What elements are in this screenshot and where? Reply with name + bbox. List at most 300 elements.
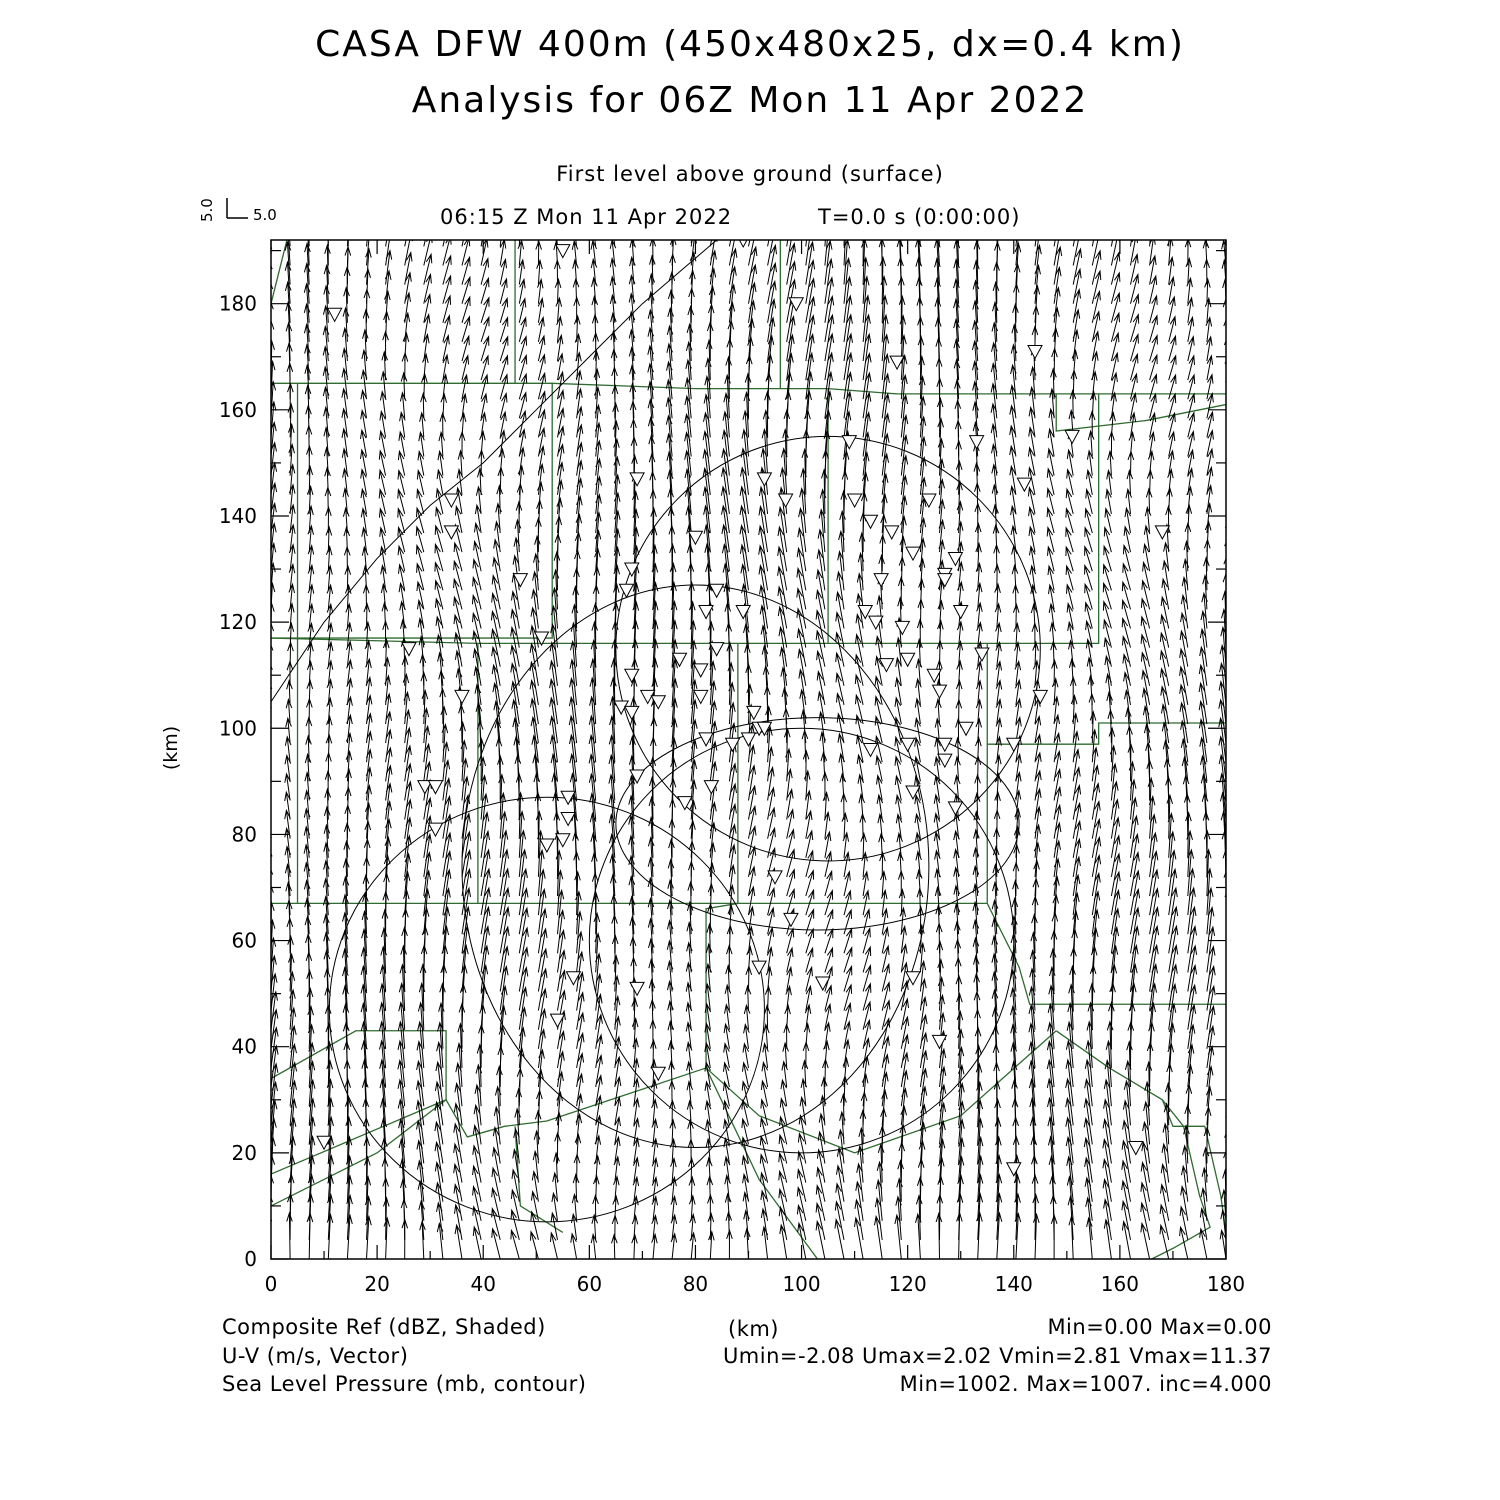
wind-vector bbox=[518, 466, 524, 495]
wind-vector bbox=[267, 866, 273, 896]
wind-vector bbox=[1122, 1222, 1130, 1259]
wind-vector bbox=[417, 1141, 424, 1183]
wind-vector bbox=[816, 1186, 825, 1221]
wind-vector bbox=[768, 209, 776, 246]
wind-vector bbox=[995, 222, 1001, 265]
station-marker bbox=[328, 308, 342, 321]
wind-vector bbox=[729, 267, 736, 304]
wind-vector bbox=[729, 213, 737, 246]
wind-vector bbox=[1035, 225, 1042, 265]
wind-vector bbox=[538, 1070, 544, 1106]
wind-vector bbox=[797, 1188, 806, 1221]
wind-vector bbox=[1090, 712, 1096, 743]
wind-vector bbox=[836, 592, 844, 628]
vector-key-u-label: 5.0 bbox=[253, 206, 277, 224]
title-line-2: Analysis for 06Z Mon 11 Apr 2022 bbox=[411, 80, 1089, 121]
wind-vector bbox=[837, 1166, 845, 1202]
wind-vector bbox=[1051, 369, 1057, 399]
station-marker bbox=[864, 744, 878, 757]
wind-vector bbox=[1226, 1028, 1234, 1068]
wind-vector bbox=[473, 1146, 481, 1183]
station-marker bbox=[556, 245, 570, 258]
wind-vector bbox=[1203, 1148, 1209, 1183]
wind-vector bbox=[577, 993, 585, 1030]
wind-vector bbox=[1161, 615, 1169, 648]
y-tick-label: 60 bbox=[231, 928, 257, 953]
station-marker bbox=[428, 781, 442, 794]
wind-vector bbox=[576, 1114, 582, 1144]
wind-vector bbox=[1073, 786, 1080, 820]
wind-vector bbox=[779, 1189, 787, 1221]
wind-vector bbox=[1226, 1008, 1234, 1049]
wind-vector bbox=[363, 330, 369, 361]
station-marker bbox=[784, 913, 798, 926]
wind-vector bbox=[901, 476, 907, 514]
wind-vector bbox=[1012, 325, 1018, 361]
wind-vector bbox=[496, 504, 502, 533]
wind-vector bbox=[455, 1225, 462, 1259]
y-tick-label: 140 bbox=[218, 503, 257, 528]
wind-vector bbox=[1160, 1205, 1169, 1240]
wind-vector bbox=[538, 482, 544, 514]
wind-vector bbox=[1141, 1163, 1149, 1202]
wind-vector bbox=[267, 642, 273, 667]
legend-field1: Composite Ref (dBZ, Shaded) bbox=[222, 1315, 546, 1339]
wind-vector bbox=[265, 775, 271, 801]
legend-field2-stats: Umin=-2.08 Umax=2.02 Vmin=2.81 Vmax=11.37 bbox=[722, 1344, 1272, 1368]
wind-vector bbox=[1054, 288, 1060, 323]
wind-vector bbox=[749, 211, 757, 246]
wind-vector bbox=[286, 323, 292, 361]
wind-vector bbox=[816, 631, 825, 667]
wind-vector bbox=[801, 710, 807, 743]
wind-vector bbox=[1149, 216, 1155, 247]
wind-vector bbox=[344, 288, 350, 323]
x-tick-label: 80 bbox=[682, 1272, 709, 1296]
station-marker bbox=[933, 685, 947, 698]
wind-vector bbox=[1226, 948, 1233, 992]
x-tick-label: 20 bbox=[364, 1272, 390, 1296]
wind-vector bbox=[1161, 1185, 1169, 1221]
wind-vector bbox=[860, 1110, 866, 1144]
wind-vector bbox=[1141, 1203, 1150, 1240]
wind-vector bbox=[835, 1220, 844, 1259]
station-marker bbox=[1129, 1142, 1143, 1155]
station-marker bbox=[694, 664, 708, 677]
x-tick-label: 0 bbox=[264, 1272, 278, 1296]
wind-vector bbox=[473, 1166, 482, 1202]
station-marker bbox=[779, 494, 793, 507]
wind-vector bbox=[437, 1203, 443, 1240]
wind-vector bbox=[817, 651, 825, 686]
wind-vector bbox=[1204, 558, 1210, 591]
y-tick-label: 80 bbox=[231, 822, 257, 847]
wind-vector bbox=[1034, 861, 1040, 896]
wind-vector bbox=[836, 633, 844, 667]
station-marker bbox=[561, 812, 575, 825]
wind-vector bbox=[938, 960, 944, 992]
wind-vector bbox=[760, 586, 768, 629]
boundary-line bbox=[1162, 1100, 1226, 1233]
x-tick-label: 140 bbox=[994, 1272, 1033, 1296]
legend-field1-stats: Min=0.00 Max=0.00 bbox=[1047, 1315, 1272, 1339]
wind-vector bbox=[630, 917, 636, 953]
wind-vector bbox=[816, 590, 825, 628]
wind-vector bbox=[519, 988, 527, 1030]
wind-vector bbox=[901, 456, 907, 495]
wind-vector bbox=[817, 1168, 825, 1202]
wind-vector bbox=[1141, 635, 1150, 667]
wind-vector bbox=[744, 1229, 750, 1259]
wind-vector bbox=[538, 1050, 544, 1087]
valid-time: 06:15 Z Mon 11 Apr 2022 bbox=[440, 205, 733, 229]
y-tick-label: 40 bbox=[231, 1034, 257, 1059]
boundary-line bbox=[446, 1068, 706, 1137]
wind-vector bbox=[745, 374, 751, 418]
wind-vector bbox=[1143, 689, 1150, 725]
wind-vector bbox=[1141, 617, 1149, 648]
wind-vector bbox=[1226, 1048, 1233, 1087]
wind-vector bbox=[1224, 869, 1230, 915]
wind-vector bbox=[577, 1013, 585, 1049]
wind-vector bbox=[1087, 1218, 1093, 1259]
station-marker bbox=[444, 526, 458, 539]
wind-vector bbox=[1111, 232, 1119, 265]
wind-vector bbox=[1160, 633, 1168, 667]
station-marker bbox=[970, 436, 984, 449]
y-tick-label: 160 bbox=[218, 397, 257, 422]
station-marker bbox=[752, 961, 766, 974]
station-marker bbox=[874, 574, 888, 587]
wind-vector bbox=[534, 1131, 540, 1163]
legend-field3: Sea Level Pressure (mb, contour) bbox=[222, 1372, 587, 1396]
x-tick-label: 100 bbox=[782, 1272, 821, 1296]
station-marker bbox=[954, 606, 968, 619]
station-marker bbox=[1065, 430, 1079, 443]
wind-vector bbox=[1131, 234, 1138, 265]
title-line-1: CASA DFW 400m (450x480x25, dx=0.4 km) bbox=[315, 24, 1185, 65]
wind-vector bbox=[385, 291, 391, 323]
x-tick-label: 60 bbox=[576, 1272, 603, 1296]
wind-vector bbox=[1222, 592, 1228, 629]
wind-vector bbox=[437, 635, 443, 667]
level-subtitle: First level above ground (surface) bbox=[556, 162, 944, 186]
wind-vector bbox=[265, 756, 271, 781]
wind-vector bbox=[781, 668, 787, 705]
legend-field2: U-V (m/s, Vector) bbox=[222, 1344, 409, 1368]
station-marker bbox=[906, 786, 920, 799]
wind-vector bbox=[557, 498, 563, 533]
wind-vector bbox=[516, 502, 522, 533]
wind-vector bbox=[1104, 1220, 1111, 1259]
wind-vector bbox=[955, 380, 961, 418]
wind-vector bbox=[492, 665, 500, 705]
station-marker bbox=[901, 738, 915, 751]
boundary-line bbox=[271, 383, 552, 638]
boundary-line bbox=[271, 638, 828, 643]
wind-vector bbox=[571, 1234, 577, 1259]
wind-vector bbox=[265, 738, 271, 763]
wind-vector bbox=[955, 738, 961, 762]
wind-vector bbox=[1054, 841, 1060, 877]
wind-vector bbox=[1186, 505, 1192, 533]
wind-vector bbox=[424, 234, 432, 265]
wind-vector bbox=[492, 576, 500, 610]
wind-vector bbox=[1161, 1164, 1169, 1201]
x-tick-label: 40 bbox=[470, 1272, 496, 1296]
legend-field3-stats: Min=1002. Max=1007. inc=4.000 bbox=[899, 1372, 1272, 1396]
wind-vector bbox=[1207, 1046, 1214, 1087]
boundary-line bbox=[271, 240, 287, 304]
wind-vector bbox=[632, 1018, 638, 1048]
wind-vector bbox=[1141, 1223, 1150, 1259]
wind-vector bbox=[454, 1144, 462, 1183]
wind-vector bbox=[836, 653, 844, 686]
x-axis-label: (km) bbox=[728, 1317, 780, 1341]
y-tick-label: 0 bbox=[244, 1247, 257, 1271]
wind-vector bbox=[536, 812, 542, 858]
y-tick-label: 180 bbox=[218, 291, 257, 316]
wind-vector bbox=[882, 1091, 888, 1126]
station-marker bbox=[864, 515, 878, 528]
wind-vector bbox=[882, 434, 889, 476]
y-tick-label: 120 bbox=[218, 610, 257, 635]
station-marker bbox=[895, 621, 909, 634]
wind-vector bbox=[1092, 231, 1101, 266]
wind-vector bbox=[481, 375, 488, 399]
wind-vector bbox=[384, 658, 390, 686]
wind-vector bbox=[438, 653, 444, 686]
station-marker bbox=[948, 802, 962, 815]
station-marker bbox=[906, 547, 920, 560]
wind-vector bbox=[841, 1094, 847, 1125]
wind-vector bbox=[1226, 1068, 1233, 1106]
wind-vector bbox=[1226, 1089, 1232, 1126]
station-marker bbox=[959, 722, 973, 735]
wind-vector bbox=[918, 337, 924, 381]
wind-vector bbox=[515, 520, 521, 552]
wind-vector bbox=[1073, 249, 1081, 285]
wind-vector bbox=[843, 1058, 849, 1087]
wind-vector bbox=[1141, 653, 1149, 686]
wind-vector bbox=[859, 533, 865, 571]
wind-vector bbox=[454, 597, 462, 628]
station-marker bbox=[757, 473, 771, 486]
wind-vector bbox=[780, 648, 787, 686]
wind-vector bbox=[875, 1217, 883, 1260]
wind-vector bbox=[1226, 448, 1232, 476]
wind-vector bbox=[473, 1187, 482, 1221]
wind-vector bbox=[668, 290, 674, 323]
pressure-contour bbox=[616, 718, 1019, 930]
wind-vector bbox=[629, 897, 635, 935]
wind-vector bbox=[417, 1121, 424, 1164]
wind-vector bbox=[1107, 692, 1113, 724]
wind-vector bbox=[900, 537, 906, 571]
elapsed-time: T=0.0 s (0:00:00) bbox=[818, 205, 1021, 229]
wind-vector bbox=[1111, 212, 1118, 246]
wind-vector bbox=[1203, 576, 1209, 610]
station-marker bbox=[678, 797, 692, 810]
station-marker bbox=[885, 526, 899, 539]
wind-vector bbox=[405, 212, 413, 246]
wind-vector bbox=[820, 732, 826, 762]
wind-vector bbox=[798, 1170, 806, 1202]
station-marker bbox=[444, 494, 458, 507]
wind-vector bbox=[366, 229, 372, 266]
wind-vector bbox=[287, 1213, 293, 1259]
wind-vector bbox=[709, 1232, 715, 1259]
station-marker bbox=[842, 436, 856, 449]
wind-vector bbox=[577, 479, 583, 514]
wind-vector bbox=[1131, 214, 1137, 247]
y-tick-label: 20 bbox=[231, 1140, 257, 1165]
wind-vector bbox=[305, 916, 311, 953]
wind-vector bbox=[690, 253, 696, 285]
wind-vectors bbox=[265, 200, 1234, 1259]
wind-vector bbox=[286, 883, 292, 916]
station-marker bbox=[933, 1035, 947, 1048]
y-axis-label: (km) bbox=[160, 725, 182, 771]
wind-vector bbox=[901, 496, 907, 533]
station-marker bbox=[455, 690, 469, 703]
wind-vector bbox=[473, 1227, 481, 1259]
wind-vector bbox=[762, 646, 768, 686]
wind-vector bbox=[1150, 394, 1157, 418]
wind-vector bbox=[497, 486, 503, 514]
wind-vector bbox=[1034, 286, 1040, 323]
wind-vector bbox=[1144, 724, 1150, 762]
wind-vector bbox=[1123, 637, 1131, 667]
wind-vector bbox=[1092, 210, 1100, 246]
wind-vector bbox=[383, 640, 389, 667]
wind-vector bbox=[516, 1089, 522, 1126]
wind-vector bbox=[366, 249, 372, 285]
wind-vector bbox=[473, 577, 482, 609]
pressure-contour bbox=[329, 797, 764, 1222]
wind-vector bbox=[855, 1218, 864, 1259]
vector-key bbox=[198, 198, 277, 224]
wind-vector bbox=[936, 1213, 942, 1259]
wind-vector bbox=[424, 214, 432, 247]
station-marker bbox=[625, 669, 639, 682]
wind-vector bbox=[670, 1120, 676, 1145]
wind-vector bbox=[1088, 676, 1094, 705]
x-tick-label: 180 bbox=[1206, 1272, 1246, 1296]
wind-vector bbox=[1226, 928, 1232, 973]
wind-vector bbox=[862, 1074, 868, 1106]
wind-vector bbox=[1033, 1214, 1039, 1259]
wind-vector bbox=[1092, 251, 1101, 285]
wind-vector bbox=[1226, 484, 1232, 514]
wind-vector bbox=[422, 691, 428, 725]
wind-vector bbox=[344, 528, 350, 553]
wind-vector bbox=[404, 313, 410, 342]
station-marker bbox=[768, 871, 782, 884]
wind-vector bbox=[1126, 708, 1132, 743]
boundary-line bbox=[271, 643, 478, 903]
wind-vector bbox=[1035, 245, 1041, 284]
station-marker bbox=[1028, 345, 1042, 358]
wind-vector bbox=[538, 1030, 545, 1068]
wind-vector bbox=[1226, 968, 1233, 1011]
wind-vector bbox=[492, 594, 501, 629]
wind-vector bbox=[1092, 271, 1101, 304]
station-marker bbox=[630, 982, 644, 995]
wind-vector bbox=[901, 1071, 908, 1106]
wind-vector bbox=[265, 793, 271, 819]
wind-vector bbox=[652, 1234, 658, 1259]
wind-vector bbox=[437, 1223, 443, 1259]
wind-vector bbox=[688, 306, 694, 342]
wind-vector bbox=[1032, 915, 1038, 954]
station-marker bbox=[848, 494, 862, 507]
station-marker bbox=[699, 606, 713, 619]
wind-vector bbox=[1035, 266, 1041, 304]
wind-vector bbox=[780, 1225, 787, 1259]
x-tick-label: 160 bbox=[1100, 1272, 1139, 1296]
wind-vector bbox=[1085, 1158, 1093, 1202]
wind-vector bbox=[1013, 881, 1019, 916]
wind-vector bbox=[267, 1194, 273, 1240]
wind-vector bbox=[1072, 350, 1078, 380]
pressure-contour bbox=[462, 585, 929, 1148]
wind-vector bbox=[1226, 466, 1232, 495]
x-tick-label: 120 bbox=[888, 1272, 927, 1296]
boundary-line bbox=[706, 1031, 1056, 1153]
wind-vector bbox=[402, 656, 408, 686]
wind-vector bbox=[500, 947, 509, 992]
wind-vector bbox=[1226, 430, 1232, 457]
wind-vector bbox=[1226, 411, 1232, 437]
wind-vector bbox=[1073, 229, 1082, 266]
wind-vector bbox=[1013, 304, 1019, 342]
station-marker bbox=[742, 733, 756, 746]
wind-vector bbox=[803, 751, 809, 782]
wind-vector bbox=[326, 527, 332, 552]
wind-vector bbox=[384, 1218, 390, 1259]
wind-vector bbox=[817, 570, 825, 609]
wind-vector bbox=[816, 1221, 825, 1259]
wind-vector bbox=[472, 595, 481, 628]
wind-vector bbox=[1073, 857, 1080, 896]
wind-vector bbox=[473, 1126, 481, 1164]
wind-vector bbox=[1141, 1183, 1150, 1221]
y-tick-label: 100 bbox=[218, 716, 257, 741]
station-marker bbox=[630, 473, 644, 486]
wind-vector bbox=[405, 232, 413, 265]
station-marker bbox=[901, 653, 915, 666]
wind-vector bbox=[710, 251, 716, 285]
wind-vector bbox=[288, 936, 294, 972]
wind-vector bbox=[346, 227, 352, 266]
wind-vector bbox=[492, 1168, 500, 1202]
wind-vector bbox=[1226, 988, 1234, 1030]
station-marker bbox=[1007, 1163, 1021, 1176]
wind-vector bbox=[1184, 541, 1190, 571]
wind-vector bbox=[613, 956, 619, 992]
wind-vector bbox=[840, 1112, 846, 1144]
wind-vector bbox=[1167, 217, 1173, 246]
wind-vector bbox=[269, 920, 275, 953]
boundary-line bbox=[1056, 394, 1226, 431]
wind-vector bbox=[709, 287, 715, 323]
wind-vector bbox=[1071, 696, 1077, 725]
wind-vector bbox=[688, 1120, 694, 1144]
vector-key-v-label: 5.0 bbox=[198, 198, 216, 222]
wind-vector bbox=[779, 627, 787, 666]
wind-vector bbox=[535, 222, 541, 247]
